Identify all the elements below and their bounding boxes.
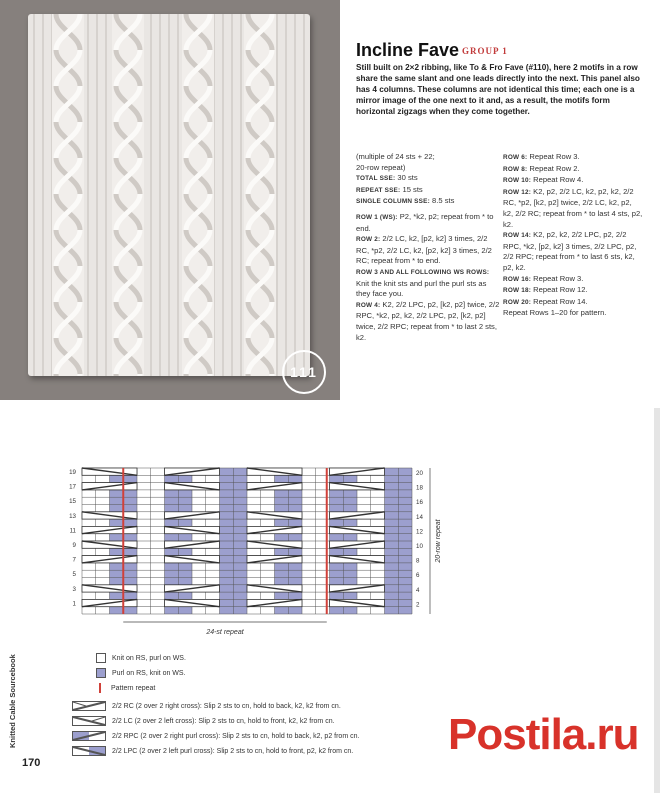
- chart-row-label-right: 12: [416, 528, 423, 536]
- purl-swatch-icon: [96, 668, 106, 678]
- chart-row-label-right: 2: [416, 601, 420, 609]
- row-20: ROW 20: Repeat Row 14.: [503, 296, 588, 306]
- chart-row-label-left: 7: [72, 556, 76, 564]
- repeat-line-icon: [99, 683, 101, 693]
- row-8: ROW 8: Repeat Row 2.: [503, 163, 580, 173]
- rc-symbol-icon: [72, 701, 106, 711]
- row-16: ROW 16: Repeat Row 3.: [503, 273, 584, 283]
- legend-lpc: 2/2 LPC (2 over 2 left purl cross): Slip 2 sts to cn, hold to front, p2, k2 from cn.: [72, 745, 353, 757]
- legend-purl: Purl on RS, knit on WS.: [96, 667, 186, 679]
- total-sse: TOTAL SSE: 30 sts: [356, 173, 418, 183]
- knit-swatch-icon: [96, 653, 106, 663]
- chart-row-label-right: 4: [416, 586, 420, 594]
- row-2: ROW 2: 2/2 LC, k2, [p2, k2] 3 times, 2/2 RC, *p2, 2/2 LC, k2, [p2, k2] 3 times, 2/2 RC; repeat from * to end.: [356, 234, 492, 266]
- chart-row-label-left: 13: [69, 512, 76, 520]
- chart-row-label-right: 6: [416, 572, 420, 580]
- rpc-symbol-icon: [72, 731, 106, 741]
- single-column-sse: SINGLE COLUMN SSE: 8.5 sts: [356, 196, 455, 206]
- row-12: ROW 12: K2, p2, 2/2 LC, k2, p2, k2, 2/2 RC, *p2, [k2, p2] twice, 2/2 LC, k2, p2, k2, 2/2 RC; repeat from * to last 4 sts, p2, k2.: [503, 186, 643, 229]
- chart-row-label-right: 8: [416, 557, 420, 565]
- multiple-text-2: 20-row repeat): [356, 162, 406, 172]
- stitch-repeat-label: 24-st repeat: [206, 629, 244, 636]
- chart-row-label-right: 18: [416, 484, 423, 492]
- row-3: ROW 3 AND ALL FOLLOWING WS ROWS: Knit the knit sts and purl the purl sts as they face you.: [356, 268, 490, 299]
- instructions-left: [356, 152, 502, 343]
- pattern-number-badge: 111: [282, 350, 326, 394]
- chart-row-label-left: 15: [69, 498, 76, 506]
- chart-row-label-left: 11: [69, 527, 76, 535]
- lc-symbol-icon: [72, 716, 106, 726]
- chart-row-label-left: 17: [69, 483, 76, 491]
- row-4: ROW 4: K2, 2/2 LPC, p2, [k2, p2] twice, 2/2 RPC, *k2, p2, k2, 2/2 LPC, p2, [k2, p2] twice, 2/2 RPC; repeat from * to last 2 sts, k2.: [356, 299, 500, 342]
- knitting-chart: [52, 460, 472, 645]
- chart-row-label-left: 3: [72, 585, 76, 593]
- knitted-swatch-photo: [28, 14, 310, 376]
- swatch-photo-panel: [0, 0, 340, 400]
- legend-rpc: 2/2 RPC (2 over 2 right purl cross): Slip 2 sts to cn, hold to back, k2, p2 from cn.: [72, 730, 359, 742]
- chart-row-label-left: 19: [69, 469, 76, 476]
- pattern-title: Incline Fave: [356, 40, 460, 60]
- book-title-spine: Knitted Cable Sourcebook: [8, 654, 17, 748]
- row-18: ROW 18: Repeat Row 12.: [503, 285, 588, 295]
- chart-row-label-right: 14: [416, 513, 423, 521]
- legend-repeat: Pattern repeat: [96, 682, 155, 694]
- row-repeat-label: 20-row repeat: [435, 519, 442, 563]
- cable-texture-icon: [28, 14, 310, 376]
- legend-knit: Knit on RS, purl on WS.: [96, 652, 186, 664]
- chart-row-label-right: 20: [416, 470, 423, 477]
- intro-paragraph: Still built on 2×2 ribbing, like To & Fro Fave (#110), here 2 motifs in a row share the same slant and one leads directly into the next. This panel also has 4 columns. These columns are not identical this time; each one is a mirror image of the one next to it and, as a result, the motifs form horizontal zigzags when they come together.: [356, 63, 640, 116]
- chart-row-label-left: 5: [72, 571, 76, 579]
- instructions-right: [503, 152, 643, 319]
- postila-watermark: Postila.ru: [448, 710, 639, 759]
- lpc-symbol-icon: [72, 746, 106, 756]
- legend-rc: 2/2 RC (2 over 2 right cross): Slip 2 sts to cn, hold to back, k2, k2 from cn.: [72, 700, 341, 712]
- legend-lc: 2/2 LC (2 over 2 left cross): Slip 2 sts to cn, hold to front, k2, k2 from cn.: [72, 715, 335, 727]
- chart-grid: [52, 460, 472, 640]
- row-6: ROW 6: Repeat Row 3.: [503, 152, 580, 161]
- page-number: 170: [22, 757, 41, 769]
- repeat-note: Repeat Rows 1–20 for pattern.: [503, 308, 607, 318]
- chart-row-label-right: 10: [416, 543, 423, 550]
- multiple-text: (multiple of 24 sts + 22;: [356, 152, 435, 161]
- row-1: ROW 1 (WS): P2, *k2, p2; repeat from * to end.: [356, 211, 494, 233]
- row-14: ROW 14: K2, p2, k2, 2/2 LPC, p2, 2/2 RPC, *k2, [p2, k2] 3 times, 2/2 LPC, p2, 2/2 RPC; repeat from * to last 6 sts, k2, p2, k2.: [503, 230, 637, 272]
- row-10: ROW 10: Repeat Row 4.: [503, 175, 584, 185]
- chart-row-label-right: 16: [416, 499, 423, 507]
- repeat-sse: REPEAT SSE: 15 sts: [356, 184, 423, 194]
- page-edge: [654, 408, 660, 793]
- chart-row-label-left: 9: [72, 542, 76, 549]
- chart-row-label-left: 1: [72, 600, 76, 608]
- group-label: GROUP 1: [462, 46, 508, 56]
